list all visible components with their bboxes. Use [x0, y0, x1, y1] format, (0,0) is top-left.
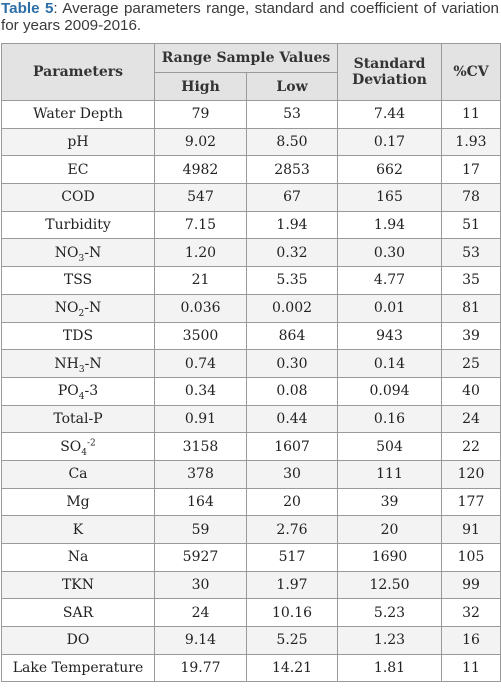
cell-parameter: EC: [2, 156, 155, 184]
cell-standard-deviation: 1.81: [338, 654, 442, 682]
table-row: [2, 599, 501, 627]
table-row: [2, 267, 501, 295]
cell-low: 1607: [247, 433, 338, 461]
table-row: [2, 488, 501, 516]
cell-parameter: [2, 239, 155, 267]
cell-low: 53: [247, 101, 338, 129]
cell-high: 24: [155, 599, 247, 627]
table-row: [2, 433, 501, 461]
header-low: Low: [247, 73, 338, 101]
cell-low: 517: [247, 544, 338, 572]
cell-parameter: Water Depth: [2, 101, 155, 129]
table-label: Table 5: [1, 0, 54, 17]
table-header: [2, 44, 501, 101]
cell-cv: 1.93: [442, 128, 501, 156]
cell-high: 0.91: [155, 405, 247, 433]
cell-standard-deviation: 943: [338, 322, 442, 350]
cell-standard-deviation: 0.14: [338, 350, 442, 378]
cell-high: 9.02: [155, 128, 247, 156]
cell-high: 378: [155, 460, 247, 488]
cell-low: 30: [247, 460, 338, 488]
cell-low: 864: [247, 322, 338, 350]
header-high: High: [155, 73, 247, 101]
cell-low: 0.44: [247, 405, 338, 433]
cell-high: 21: [155, 267, 247, 295]
table-row: [2, 101, 501, 129]
parameter-base: PO: [57, 383, 79, 400]
cell-high: 0.036: [155, 294, 247, 322]
table-row: [2, 211, 501, 239]
table-row: [2, 156, 501, 184]
cell-parameter: Ca: [2, 460, 155, 488]
cell-low: 1.94: [247, 211, 338, 239]
cell-high: 59: [155, 516, 247, 544]
cell-parameter: Mg: [2, 488, 155, 516]
cell-standard-deviation: 0.16: [338, 405, 442, 433]
parameter-subscript: 3: [78, 364, 85, 375]
table-row: [2, 516, 501, 544]
parameter-suffix: -N: [84, 244, 102, 261]
cell-parameter: COD: [2, 184, 155, 212]
header-standard-deviation: Standard Deviation: [338, 44, 442, 101]
cell-high: 0.34: [155, 377, 247, 405]
table-row: [2, 571, 501, 599]
cell-standard-deviation: 1.23: [338, 627, 442, 655]
cell-cv: 120: [442, 460, 501, 488]
cell-cv: 51: [442, 211, 501, 239]
cell-cv: 81: [442, 294, 501, 322]
table-row: [2, 627, 501, 655]
cell-cv: 25: [442, 350, 501, 378]
cell-cv: 177: [442, 488, 501, 516]
cell-parameter: DO: [2, 627, 155, 655]
cell-low: 0.32: [247, 239, 338, 267]
table-row: [2, 322, 501, 350]
cell-parameter: [2, 294, 155, 322]
cell-cv: 53: [442, 239, 501, 267]
table-body: [2, 101, 501, 682]
cell-low: 0.08: [247, 377, 338, 405]
cell-low: 5.35: [247, 267, 338, 295]
cell-cv: 39: [442, 322, 501, 350]
cell-cv: 11: [442, 101, 501, 129]
cell-standard-deviation: 111: [338, 460, 442, 488]
cell-parameter: Total-P: [2, 405, 155, 433]
cell-parameter: TSS: [2, 267, 155, 295]
cell-standard-deviation: 1690: [338, 544, 442, 572]
cell-cv: 99: [442, 571, 501, 599]
parameter-subscript: 4: [78, 392, 85, 403]
cell-standard-deviation: 0.30: [338, 239, 442, 267]
cell-parameter: Na: [2, 544, 155, 572]
cell-high: 19.77: [155, 654, 247, 682]
cell-low: 5.25: [247, 627, 338, 655]
cell-high: 79: [155, 101, 247, 129]
table-row: [2, 350, 501, 378]
cell-high: 5927: [155, 544, 247, 572]
cell-high: 3158: [155, 433, 247, 461]
cell-high: 4982: [155, 156, 247, 184]
cell-high: 3500: [155, 322, 247, 350]
cell-standard-deviation: 39: [338, 488, 442, 516]
cell-low: 0.002: [247, 294, 338, 322]
cell-standard-deviation: 0.094: [338, 377, 442, 405]
cell-high: 9.14: [155, 627, 247, 655]
cell-cv: 22: [442, 433, 501, 461]
cell-standard-deviation: 12.50: [338, 571, 442, 599]
parameters-table: [1, 43, 501, 682]
parameter-subscript: 3: [78, 253, 85, 264]
cell-standard-deviation: 165: [338, 184, 442, 212]
cell-standard-deviation: 5.23: [338, 599, 442, 627]
cell-standard-deviation: 1.94: [338, 211, 442, 239]
cell-cv: 17: [442, 156, 501, 184]
cell-cv: 35: [442, 267, 501, 295]
parameter-suffix: -N: [84, 300, 102, 317]
cell-standard-deviation: 4.77: [338, 267, 442, 295]
cell-parameter: [2, 377, 155, 405]
cell-low: 20: [247, 488, 338, 516]
cell-parameter: [2, 433, 155, 461]
header-cv: %CV: [442, 44, 501, 101]
parameter-subscript: 2: [78, 308, 85, 319]
parameter-subscript: 4: [81, 447, 88, 458]
parameter-superscript: -2: [87, 437, 96, 448]
cell-parameter: K: [2, 516, 155, 544]
table-row: [2, 654, 501, 682]
table-caption: [0, 0, 501, 38]
cell-high: 7.15: [155, 211, 247, 239]
table-row: [2, 294, 501, 322]
cell-parameter: SAR: [2, 599, 155, 627]
cell-low: 2853: [247, 156, 338, 184]
cell-standard-deviation: 662: [338, 156, 442, 184]
parameter-base: NO: [54, 300, 79, 317]
cell-high: 164: [155, 488, 247, 516]
cell-low: 2.76: [247, 516, 338, 544]
parameter-suffix: -N: [84, 355, 102, 372]
cell-cv: 40: [442, 377, 501, 405]
cell-low: 67: [247, 184, 338, 212]
cell-cv: 105: [442, 544, 501, 572]
table-row: [2, 128, 501, 156]
cell-cv: 16: [442, 627, 501, 655]
table-row: [2, 184, 501, 212]
cell-low: 14.21: [247, 654, 338, 682]
cell-cv: 11: [442, 654, 501, 682]
table-row: [2, 239, 501, 267]
parameter-base: NO: [54, 244, 79, 261]
cell-parameter: Turbidity: [2, 211, 155, 239]
cell-standard-deviation: 0.17: [338, 128, 442, 156]
caption-text: : Average parameters range, standard and coefficient of variation for years 2009-2016.: [1, 0, 499, 34]
cell-low: 0.30: [247, 350, 338, 378]
table-row: [2, 405, 501, 433]
cell-high: 547: [155, 184, 247, 212]
parameter-suffix: -3: [84, 383, 99, 400]
cell-low: 8.50: [247, 128, 338, 156]
cell-low: 1.97: [247, 571, 338, 599]
cell-standard-deviation: 0.01: [338, 294, 442, 322]
cell-standard-deviation: 20: [338, 516, 442, 544]
cell-parameter: TDS: [2, 322, 155, 350]
cell-cv: 32: [442, 599, 501, 627]
cell-standard-deviation: 504: [338, 433, 442, 461]
cell-parameter: pH: [2, 128, 155, 156]
cell-standard-deviation: 7.44: [338, 101, 442, 129]
cell-low: 10.16: [247, 599, 338, 627]
table-row: [2, 460, 501, 488]
cell-parameter: TKN: [2, 571, 155, 599]
cell-cv: 24: [442, 405, 501, 433]
cell-cv: 91: [442, 516, 501, 544]
cell-cv: 78: [442, 184, 501, 212]
table-row: [2, 377, 501, 405]
table-row: [2, 544, 501, 572]
cell-parameter: [2, 350, 155, 378]
header-range-sample-values: Range Sample Values: [155, 44, 338, 73]
parameter-base: NH: [54, 355, 79, 372]
cell-high: 1.20: [155, 239, 247, 267]
header-parameters: Parameters: [2, 44, 155, 101]
cell-high: 30: [155, 571, 247, 599]
parameter-base: SO: [60, 438, 82, 455]
cell-parameter: Lake Temperature: [2, 654, 155, 682]
cell-high: 0.74: [155, 350, 247, 378]
